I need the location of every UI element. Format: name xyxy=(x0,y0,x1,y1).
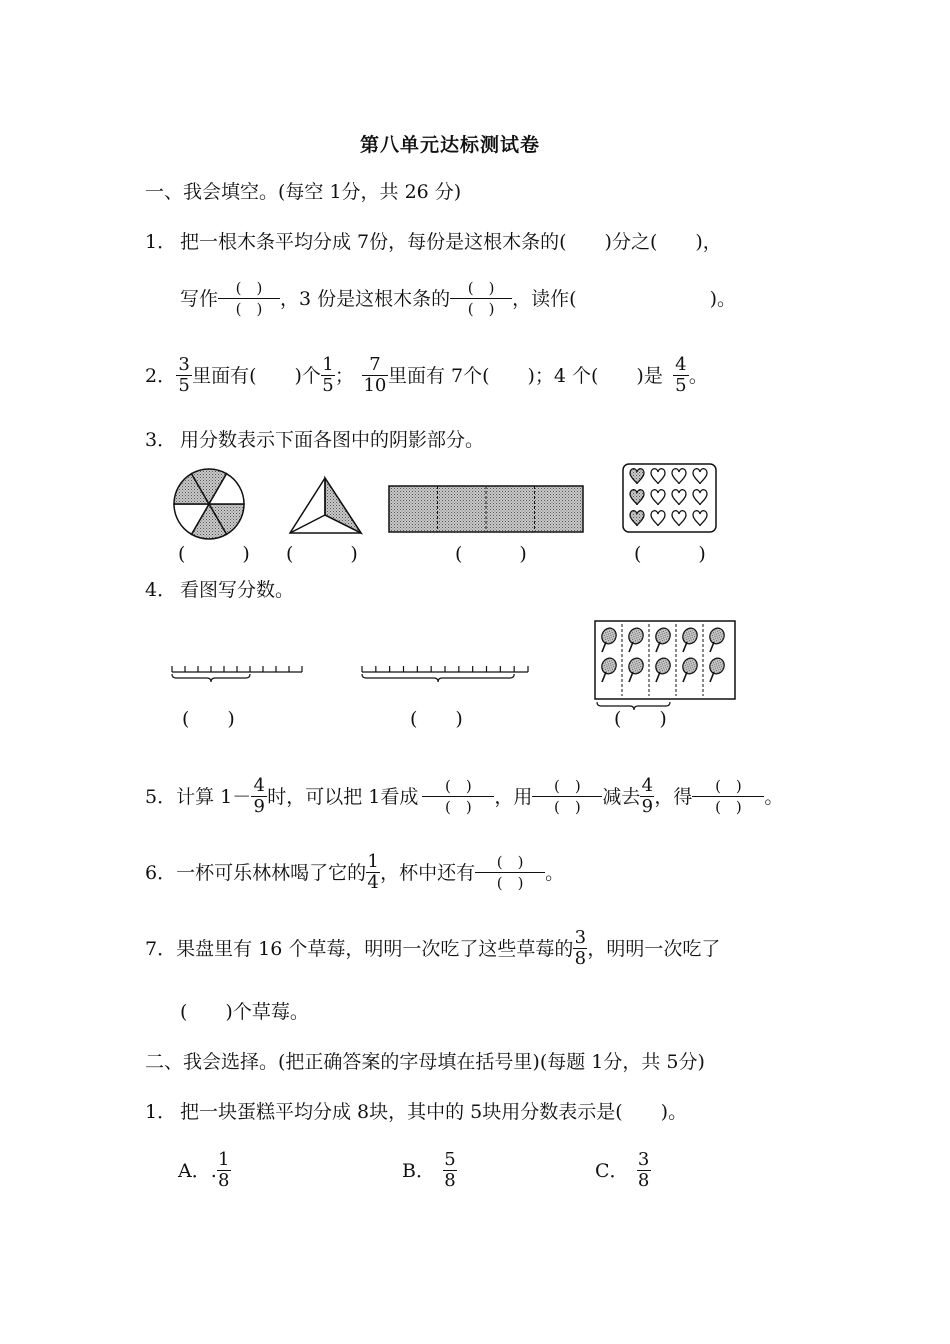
q5-fraction-2: $\frac{4}{9}$ xyxy=(641,775,654,817)
denominator-blank: ( ) xyxy=(235,300,263,318)
q5-fraction-blank-1[interactable]: $\frac{( )}{( )}$ xyxy=(422,776,494,817)
option-a[interactable] xyxy=(178,1150,231,1191)
denominator-blank: ( ) xyxy=(467,300,495,318)
option-a-fraction: $\frac{1}{8}$ xyxy=(218,1149,230,1191)
brace-icon xyxy=(362,674,514,682)
q6-text-2: ，杯中还有 xyxy=(380,861,476,884)
s2-q1-number: 1． xyxy=(145,1101,177,1123)
q3-blank-2[interactable]: ( ) xyxy=(286,543,358,565)
q3-blank-1[interactable]: ( ) xyxy=(178,543,250,565)
numerator-blank: ( ) xyxy=(235,279,263,297)
page-title: 第八单元达标测试卷 xyxy=(360,134,541,156)
q6-text-3: 。 xyxy=(545,861,565,884)
q5-fraction-blank-3[interactable]: $\frac{( )}{( )}$ xyxy=(692,776,764,817)
q2-number: 2． xyxy=(145,364,177,387)
q2-text-4: 。 xyxy=(688,364,708,387)
q5-text-2: 时，可以把 1看成 xyxy=(267,785,419,808)
q7-text-1: 果盘里有 16 个草莓，明明一次吃了这些草莓的 xyxy=(176,937,574,960)
q4-blank-2[interactable]: ( ) xyxy=(410,708,463,730)
q1-write-label: 写作 xyxy=(180,287,219,310)
q5-text-3: ，用 xyxy=(494,785,533,808)
q2-fraction-4: $\frac{4}{5}$ xyxy=(673,355,689,396)
numerator-blank: ( ) xyxy=(467,279,495,297)
option-c-fraction: $\frac{3}{8}$ xyxy=(637,1149,650,1191)
option-c-label: C． xyxy=(595,1159,629,1182)
q1-fraction-blank-1[interactable] xyxy=(218,278,280,319)
q5-text-5: ，得 xyxy=(654,785,693,808)
q3-circle-figure xyxy=(172,467,246,541)
option-a-label: A． xyxy=(178,1159,211,1182)
q4-segment-figure-1 xyxy=(170,662,306,690)
q7-line2: ( )个草莓。 xyxy=(180,1001,309,1023)
q3-text: 用分数表示下面各图中的阴影部分。 xyxy=(180,429,485,451)
q5-text-1: 计算 1－ xyxy=(176,785,252,808)
q1-end-text: ，读作( )。 xyxy=(512,287,736,310)
q6-text-1: 一杯可乐林林喝了它的 xyxy=(176,861,367,884)
q6 xyxy=(145,852,564,893)
q1-line1: 把一根木条平均分成 7份，每份是这根木条的( )分之( )， xyxy=(180,231,722,253)
q7-text-2: ，明明一次吃了 xyxy=(587,937,721,960)
q3-rectangle-figure xyxy=(388,485,586,535)
q7-number: 7． xyxy=(145,937,177,960)
option-c[interactable] xyxy=(595,1150,651,1191)
q2-text-2: ； xyxy=(334,364,354,387)
q4-blank-1[interactable]: ( ) xyxy=(182,708,235,730)
s2-q1-text: 把一块蛋糕平均分成 8块，其中的 5块用分数表示是( )。 xyxy=(180,1101,688,1123)
q2-text-3: 里面有 7个( )；4 个( )是 xyxy=(387,364,663,387)
q6-fraction-blank[interactable]: $\frac{( )}{( )}$ xyxy=(475,852,545,893)
section2-heading: 二、我会选择。(把正确答案的字母填在括号里)(每题 1分，共 5分) xyxy=(145,1051,705,1073)
option-b-label: B． xyxy=(402,1159,435,1182)
q5-text-4: 减去 xyxy=(602,785,641,808)
option-b[interactable] xyxy=(402,1150,457,1191)
q4-ice-cream-figure xyxy=(594,620,738,702)
q4-number: 4． xyxy=(145,579,177,601)
brace-icon xyxy=(172,674,250,682)
q6-number: 6． xyxy=(145,861,177,884)
q2-text-1: 里面有( )个 xyxy=(192,364,321,387)
q4-blank-3[interactable]: ( ) xyxy=(614,708,667,730)
q6-fraction-1: $\frac{1}{4}$ xyxy=(367,851,379,893)
q2-fraction-2: $\frac{1}{5}$ xyxy=(322,354,334,396)
option-a-prefix: . xyxy=(210,1159,217,1182)
q3-blank-3[interactable]: ( ) xyxy=(455,543,527,565)
q3-triangle-figure xyxy=(288,475,364,537)
option-b-fraction: $\frac{5}{8}$ xyxy=(444,1149,456,1191)
q5 xyxy=(145,776,783,817)
q2-fraction-3: $\frac{7}{10}$ xyxy=(363,354,387,396)
q1-fraction-blank-2[interactable] xyxy=(450,278,512,319)
q2-fraction-1: $\frac{3}{5}$ xyxy=(176,355,192,396)
q5-fraction-1: $\frac{4}{9}$ xyxy=(251,776,267,817)
q1-number: 1． xyxy=(145,231,177,253)
q2 xyxy=(145,355,708,396)
q7 xyxy=(145,928,720,969)
q5-number: 5． xyxy=(145,785,177,808)
q5-text-6: 。 xyxy=(764,785,784,808)
section1-heading: 一、我会填空。(每空 1分，共 26 分) xyxy=(145,181,462,203)
q4-text: 看图写分数。 xyxy=(180,579,295,601)
q7-fraction-1: $\frac{3}{8}$ xyxy=(574,927,587,969)
q5-fraction-blank-2[interactable]: $\frac{( )}{( )}$ xyxy=(532,776,602,817)
q1-line2 xyxy=(180,278,736,319)
q3-hearts-figure xyxy=(622,463,718,533)
q3-number: 3． xyxy=(145,429,177,451)
q4-segment-figure-2 xyxy=(360,662,532,690)
q3-blank-4[interactable]: ( ) xyxy=(634,543,706,565)
q1-mid-text: ，3 份是这根木条的 xyxy=(280,287,451,310)
